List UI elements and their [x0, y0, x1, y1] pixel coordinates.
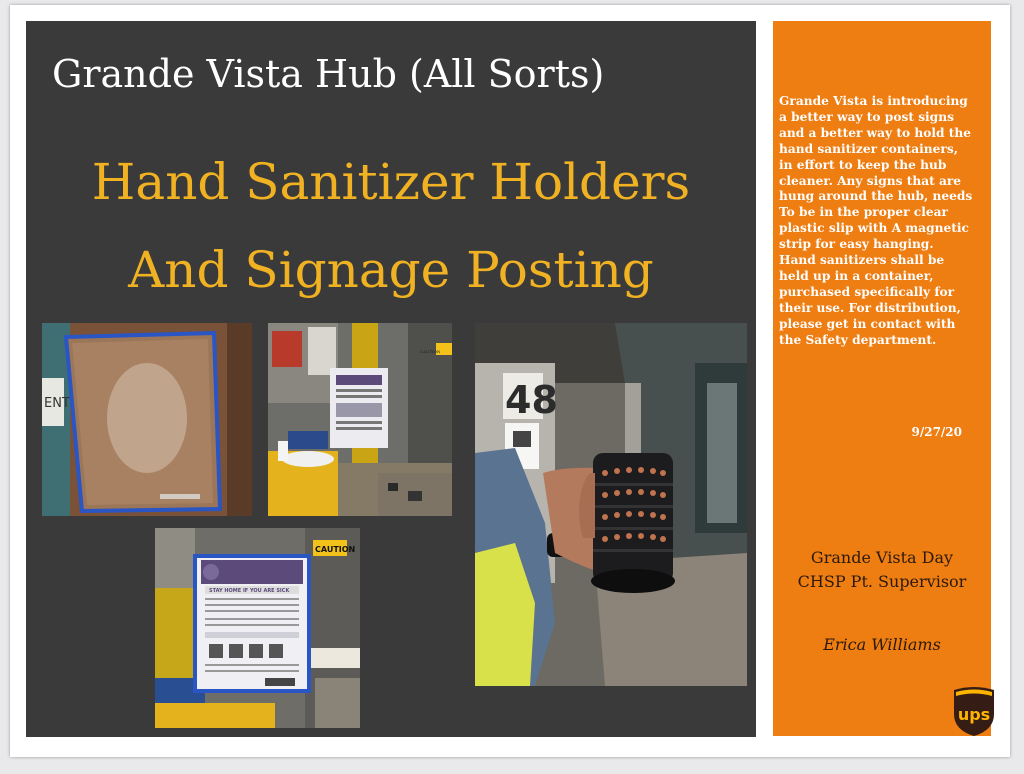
photo-sign-text: ENT	[44, 396, 70, 411]
photo-posted-sign	[155, 528, 360, 728]
author-role: CHSP Pt. Supervisor	[797, 572, 967, 591]
announcement-line: held up in a container,	[779, 268, 934, 283]
announcement-text	[779, 94, 989, 349]
announcement-line: a better way to post signs	[779, 109, 954, 124]
photo-caution-label: CAUTION	[420, 349, 441, 354]
photo-sign-holder	[42, 323, 252, 516]
photo-sanitizer-pole	[268, 323, 452, 516]
announcement-line: hand sanitizer containers,	[779, 141, 958, 156]
hub-title: Grande Vista Hub (All Sorts)	[52, 52, 605, 96]
announcement-line: please get in contact with	[779, 316, 956, 331]
headline-line-2: And Signage Posting	[128, 241, 654, 299]
signature	[773, 630, 991, 660]
ups-logo-text: ups	[957, 705, 991, 724]
photo-poster-heading: STAY HOME IF YOU ARE SICK	[209, 588, 290, 594]
announcement-line: plastic slip with A magnetic	[779, 221, 969, 236]
announcement-line: hung around the hub, needs	[779, 189, 973, 204]
announcement-line: To be in the proper clear	[779, 205, 948, 220]
announcement-date: 9/27/20	[911, 425, 962, 439]
photo-dock-number: 48	[505, 378, 558, 422]
announcement-line: Grande Vista is introducing	[779, 94, 968, 108]
announcement-line: in effort to keep the hub	[779, 157, 947, 172]
author-name: Grande Vista Day	[810, 548, 954, 567]
announcement-line: Hand sanitizers shall be	[779, 253, 945, 268]
announcement-line: and a better way to hold the	[779, 125, 971, 140]
signature-text: Erica Williams	[823, 635, 941, 654]
ups-logo	[950, 684, 998, 738]
headline-line-1: Hand Sanitizer Holders	[91, 153, 691, 211]
announcement-line: the Safety department.	[779, 332, 937, 347]
announcement-line: purchased specifically for	[779, 284, 955, 299]
announcement-line: strip for easy hanging.	[779, 237, 934, 252]
photo-caution-sign: CAUTION	[315, 545, 356, 554]
announcement-line: cleaner. Any signs that are	[779, 173, 962, 188]
announcement-line: their use. For distribution,	[779, 300, 961, 315]
photo-sanitizer-holder	[475, 323, 747, 686]
